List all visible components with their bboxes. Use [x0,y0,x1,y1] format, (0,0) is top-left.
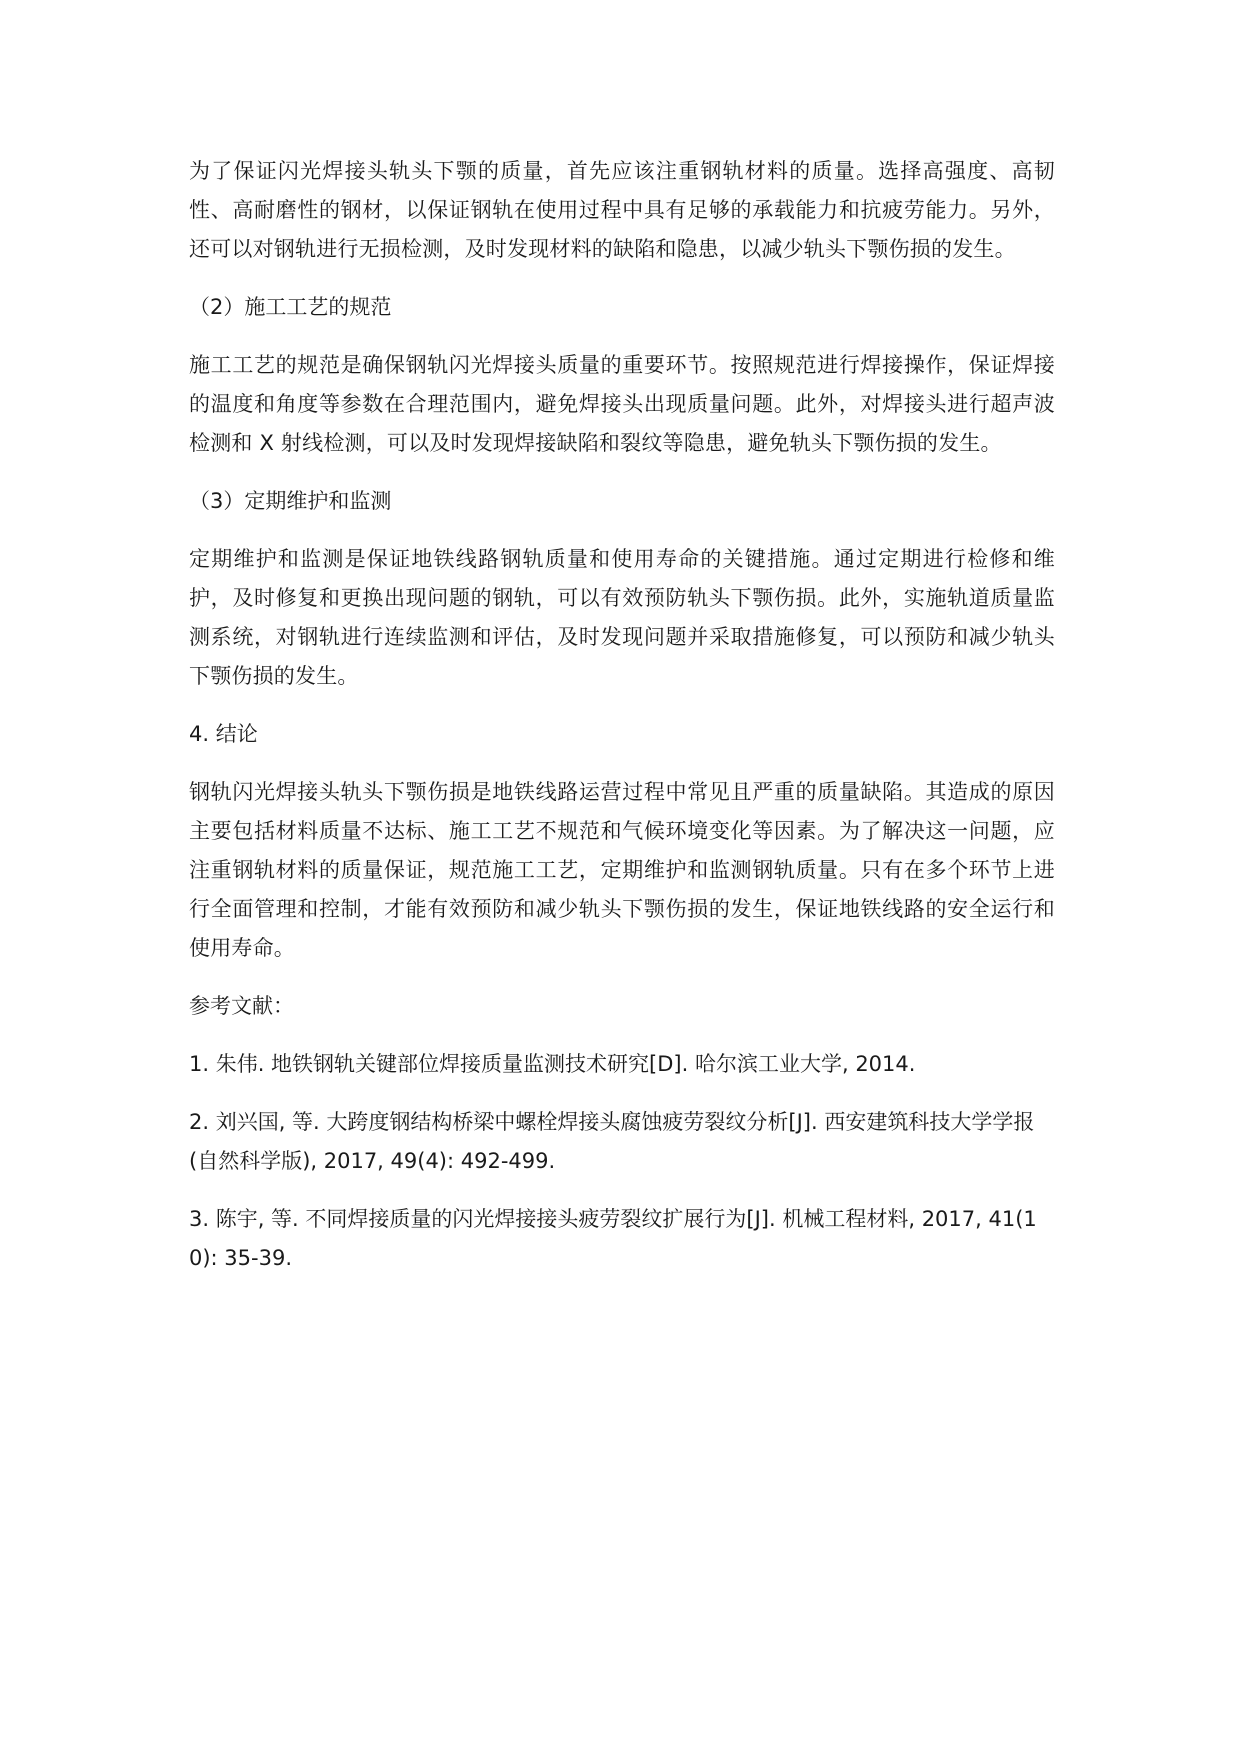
references-title: 参考文献： [189,994,294,1018]
section-heading-maintenance-monitoring: （3）定期维护和监测 [189,489,392,513]
paragraph-construction-process: 施工工艺的规范是确保钢轨闪光焊接头质量的重要环节。按照规范进行焊接操作，保证焊接的温度和角度等参数在合理范围内，避免焊接头出现质量问题。此外，对焊接头进行超声波检测和 X 射线检测，可以及时发现焊接缺陷和裂纹等隐患，避免轨头下颚伤损的发生。 [189,353,1055,455]
document-page [189,152,1055,1297]
paragraph-conclusion: 钢轨闪光焊接头轨头下颚伤损是地铁线路运营过程中常见且严重的质量缺陷。其造成的原因主要包括材料质量不达标、施工工艺不规范和气候环境变化等因素。为了解决这一问题，应注重钢轨材料的质量保证，规范施工工艺，定期维护和监测钢轨质量。只有在多个环节上进行全面管理和控制，才能有效预防和减少轨头下颚伤损的发生，保证地铁线路的安全运行和使用寿命。 [189,780,1055,960]
section-heading-construction-process: （2）施工工艺的规范 [189,295,392,319]
reference-list [189,1045,1055,1278]
section-heading-conclusion: 4. 结论 [189,722,258,746]
reference-item: 1. 朱伟. 地铁钢轨关键部位焊接质量监测技术研究[D]. 哈尔滨工业大学, 2014. [189,1052,916,1076]
reference-item: 3. 陈宇, 等. 不同焊接质量的闪光焊接接头疲劳裂纹扩展行为[J]. 机械工程材料, 2017, 41(10): 35-39. [189,1207,1037,1270]
paragraph-maintenance-monitoring: 定期维护和监测是保证地铁线路钢轨质量和使用寿命的关键措施。通过定期进行检修和维护，及时修复和更换出现问题的钢轨，可以有效预防轨头下颚伤损。此外，实施轨道质量监测系统，对钢轨进行连续监测和评估，及时发现问题并采取措施修复，可以预防和减少轨头下颚伤损的发生。 [189,547,1055,688]
reference-item: 2. 刘兴国, 等. 大跨度钢结构桥梁中螺栓焊接头腐蚀疲劳裂纹分析[J]. 西安建筑科技大学学报(自然科学版), 2017, 49(4): 492-499. [189,1110,1035,1173]
paragraph-material-quality: 为了保证闪光焊接头轨头下颚的质量，首先应该注重钢轨材料的质量。选择高强度、高韧性、高耐磨性的钢材，以保证钢轨在使用过程中具有足够的承载能力和抗疲劳能力。另外，还可以对钢轨进行无损检测，及时发现材料的缺陷和隐患，以减少轨头下颚伤损的发生。 [189,159,1055,261]
